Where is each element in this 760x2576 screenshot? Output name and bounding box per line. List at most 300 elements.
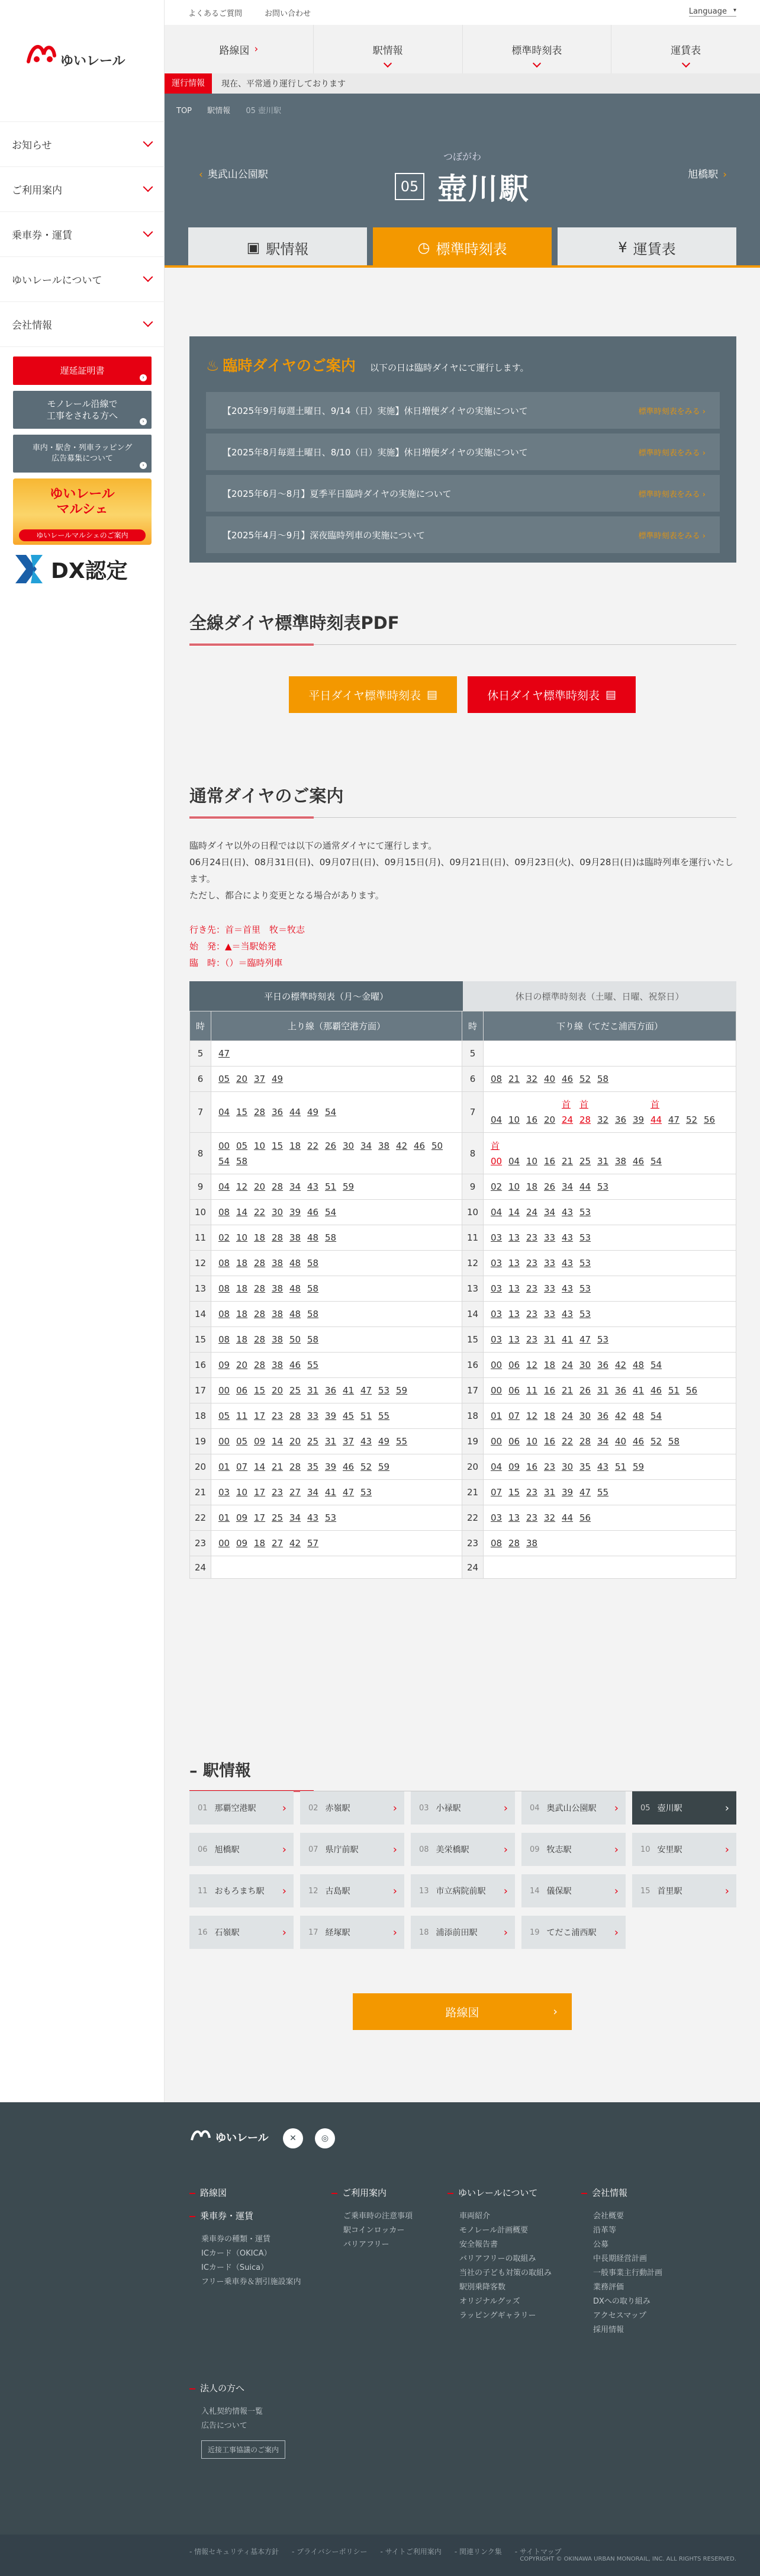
side-nav-guide[interactable] xyxy=(0,167,165,212)
view-timetable-link[interactable] xyxy=(639,529,706,541)
departure-minute[interactable]: 02 xyxy=(218,1232,230,1243)
departure-minute[interactable]: 37 xyxy=(343,1436,355,1447)
departure-minute[interactable]: 47 xyxy=(343,1487,355,1498)
departure-minute[interactable]: 57 xyxy=(307,1538,319,1549)
footer-link[interactable]: 車両紹介 xyxy=(459,2212,491,2221)
footer-heading[interactable]: ご利用案内 xyxy=(331,2186,413,2199)
side-nav-company[interactable] xyxy=(0,302,165,347)
faq-link[interactable]: よくあるご質問 xyxy=(188,9,243,18)
departure-minute[interactable]: 31 xyxy=(597,1155,609,1167)
departure-minute[interactable]: 51 xyxy=(360,1411,372,1421)
departure-minute[interactable]: 28 xyxy=(254,1283,266,1294)
departure-minute[interactable]: 53 xyxy=(579,1258,591,1268)
departure-minute[interactable]: 28 xyxy=(254,1334,266,1345)
nav-fare-table[interactable] xyxy=(611,25,760,73)
departure-minute[interactable]: 43 xyxy=(307,1512,319,1523)
departure-minute[interactable]: 03 xyxy=(491,1309,503,1319)
departure-minute[interactable]: 16 xyxy=(544,1385,556,1396)
departure-minute[interactable]: 53 xyxy=(579,1283,591,1294)
departure-minute[interactable]: 46 xyxy=(562,1074,574,1084)
departure-minute[interactable]: 08 xyxy=(218,1309,230,1319)
departure-minute[interactable]: 43 xyxy=(562,1283,574,1294)
departure-minute[interactable]: 16 xyxy=(544,1436,556,1447)
next-station-link[interactable] xyxy=(688,166,727,181)
departure-minute[interactable]: 48 xyxy=(307,1232,319,1243)
departure-minute[interactable]: 28 xyxy=(289,1462,301,1472)
departure-minute[interactable]: 04 xyxy=(218,1107,230,1117)
departure-minute[interactable]: 13 xyxy=(508,1258,520,1268)
departure-minute[interactable]: 53 xyxy=(597,1334,609,1345)
departure-minute[interactable]: 54 xyxy=(325,1107,337,1117)
departure-minute[interactable]: 44 xyxy=(562,1512,574,1523)
departure-minute[interactable]: 28 xyxy=(579,1436,591,1447)
station-link-07[interactable] xyxy=(300,1833,404,1866)
departure-minute[interactable]: 28 xyxy=(254,1360,266,1370)
departure-minute[interactable]: 34 xyxy=(307,1487,319,1498)
departure-minute[interactable]: 首44 xyxy=(650,1099,662,1125)
departure-minute[interactable]: 18 xyxy=(236,1283,248,1294)
departure-minute[interactable]: 58 xyxy=(668,1436,680,1447)
footer-link[interactable]: バリアフリー xyxy=(343,2240,389,2249)
footer-link[interactable]: 入札契約情報一覧 xyxy=(201,2407,263,2416)
departure-minute[interactable]: 54 xyxy=(218,1155,230,1167)
departure-minute[interactable]: 18 xyxy=(236,1258,248,1268)
footer-link[interactable]: 駅別乗降客数 xyxy=(459,2283,506,2292)
departure-minute[interactable]: 10 xyxy=(254,1140,266,1151)
departure-minute[interactable]: 46 xyxy=(633,1436,645,1447)
departure-minute[interactable]: 31 xyxy=(544,1487,556,1498)
footer-link[interactable]: 中長期経営計画 xyxy=(593,2254,648,2263)
departure-minute[interactable]: 42 xyxy=(289,1538,301,1549)
departure-minute[interactable]: 53 xyxy=(597,1181,609,1192)
departure-minute[interactable]: 50 xyxy=(289,1334,301,1345)
departure-minute[interactable]: 18 xyxy=(526,1181,538,1192)
departure-minute[interactable]: 36 xyxy=(272,1107,284,1117)
departure-minute[interactable]: 58 xyxy=(307,1258,319,1268)
departure-minute[interactable]: 28 xyxy=(254,1107,266,1117)
footer-link[interactable]: ラッピングギャラリー xyxy=(459,2311,536,2320)
departure-minute[interactable]: 59 xyxy=(396,1385,408,1396)
departure-minute[interactable]: 38 xyxy=(272,1334,284,1345)
departure-minute[interactable]: 22 xyxy=(562,1436,574,1447)
departure-minute[interactable]: 00 xyxy=(218,1385,230,1396)
departure-minute[interactable]: 59 xyxy=(343,1181,355,1192)
view-timetable-link[interactable] xyxy=(639,447,706,458)
departure-minute[interactable]: 36 xyxy=(325,1385,337,1396)
departure-minute[interactable]: 28 xyxy=(289,1411,301,1421)
footer-link[interactable]: 広告について xyxy=(201,2421,247,2430)
tab-station-info[interactable] xyxy=(188,227,367,268)
departure-minute[interactable]: 10 xyxy=(508,1181,520,1192)
departure-minute[interactable]: 56 xyxy=(686,1385,698,1396)
departure-minute[interactable]: 31 xyxy=(544,1334,556,1345)
departure-minute[interactable]: 03 xyxy=(491,1334,503,1345)
departure-minute[interactable]: 09 xyxy=(218,1360,230,1370)
departure-minute[interactable]: 48 xyxy=(289,1258,301,1268)
holiday-pdf-button[interactable] xyxy=(468,676,636,713)
departure-minute[interactable]: 27 xyxy=(289,1487,301,1498)
departure-minute[interactable]: 00 xyxy=(491,1385,503,1396)
departure-minute[interactable]: 54 xyxy=(650,1411,662,1421)
departure-minute[interactable]: 33 xyxy=(544,1309,556,1319)
departure-minute[interactable]: 54 xyxy=(650,1360,662,1370)
departure-minute[interactable]: 07 xyxy=(236,1462,248,1472)
departure-minute[interactable]: 43 xyxy=(562,1232,574,1243)
departure-minute[interactable]: 02 xyxy=(491,1181,503,1192)
departure-minute[interactable]: 12 xyxy=(526,1411,538,1421)
departure-minute[interactable]: 52 xyxy=(686,1114,698,1125)
breadcrumb-top[interactable]: TOP xyxy=(176,107,192,115)
departure-minute[interactable]: 36 xyxy=(597,1360,609,1370)
departure-minute[interactable]: 58 xyxy=(236,1155,248,1167)
footer-link[interactable]: 会社概要 xyxy=(593,2212,624,2221)
departure-minute[interactable]: 32 xyxy=(544,1512,556,1523)
departure-minute[interactable]: 58 xyxy=(307,1283,319,1294)
departure-minute[interactable]: 07 xyxy=(491,1487,503,1498)
departure-minute[interactable]: 31 xyxy=(325,1436,337,1447)
departure-minute[interactable]: 46 xyxy=(289,1360,301,1370)
departure-minute[interactable]: 54 xyxy=(650,1155,662,1167)
departure-minute[interactable]: 28 xyxy=(254,1309,266,1319)
departure-minute[interactable]: 39 xyxy=(562,1487,574,1498)
departure-minute[interactable]: 30 xyxy=(272,1207,284,1218)
departure-minute[interactable]: 32 xyxy=(597,1114,609,1125)
departure-minute[interactable]: 11 xyxy=(526,1385,538,1396)
departure-minute[interactable]: 18 xyxy=(254,1232,266,1243)
departure-minute[interactable]: 43 xyxy=(360,1436,372,1447)
departure-minute[interactable]: 34 xyxy=(289,1181,301,1192)
departure-minute[interactable]: 41 xyxy=(325,1487,337,1498)
view-timetable-link[interactable] xyxy=(639,405,706,416)
footer-link[interactable]: 採用情報 xyxy=(593,2326,624,2334)
footer-bottom-link[interactable]: - サイトご利用案内 xyxy=(380,2548,442,2556)
departure-minute[interactable]: 25 xyxy=(289,1385,301,1396)
station-link-14[interactable] xyxy=(521,1874,626,1907)
departure-minute[interactable]: 11 xyxy=(236,1411,248,1421)
departure-minute[interactable]: 14 xyxy=(236,1207,248,1218)
departure-minute[interactable]: 54 xyxy=(325,1207,337,1218)
departure-minute[interactable]: 18 xyxy=(544,1411,556,1421)
departure-minute[interactable]: 03 xyxy=(218,1487,230,1498)
nearby-construction-button[interactable] xyxy=(201,2440,285,2459)
departure-minute[interactable]: 24 xyxy=(526,1207,538,1218)
departure-minute[interactable]: 04 xyxy=(218,1181,230,1192)
tab-timetable[interactable] xyxy=(373,227,552,268)
departure-minute[interactable]: 10 xyxy=(526,1155,538,1167)
departure-minute[interactable]: 26 xyxy=(544,1181,556,1192)
footer-link[interactable]: 公募 xyxy=(593,2240,609,2249)
departure-minute[interactable]: 47 xyxy=(579,1487,591,1498)
departure-minute[interactable]: 35 xyxy=(579,1462,591,1472)
departure-minute[interactable]: 23 xyxy=(526,1487,538,1498)
departure-minute[interactable]: 06 xyxy=(236,1385,248,1396)
departure-minute[interactable]: 34 xyxy=(360,1140,372,1151)
departure-minute[interactable]: 40 xyxy=(615,1436,627,1447)
departure-minute[interactable]: 36 xyxy=(615,1114,627,1125)
departure-minute[interactable]: 21 xyxy=(508,1074,520,1084)
departure-minute[interactable]: 48 xyxy=(633,1411,645,1421)
view-timetable-link[interactable] xyxy=(639,488,706,499)
departure-minute[interactable]: 00 xyxy=(491,1360,503,1370)
footer-link[interactable]: 安全報告書 xyxy=(459,2240,498,2249)
departure-minute[interactable]: 43 xyxy=(562,1309,574,1319)
departure-minute[interactable]: 38 xyxy=(526,1538,538,1549)
tab-holiday[interactable]: 休日の標準時刻表（土曜、日曜、祝祭日） xyxy=(463,981,736,1011)
departure-minute[interactable]: 30 xyxy=(562,1462,574,1472)
departure-minute[interactable]: 23 xyxy=(526,1232,538,1243)
station-link-06[interactable] xyxy=(189,1833,294,1866)
departure-minute[interactable]: 42 xyxy=(396,1140,408,1151)
departure-minute[interactable]: 10 xyxy=(508,1114,520,1125)
departure-minute[interactable]: 15 xyxy=(236,1107,248,1117)
x-twitter-icon[interactable]: ✕ xyxy=(283,2128,303,2148)
departure-minute[interactable]: 38 xyxy=(272,1258,284,1268)
side-nav-news[interactable] xyxy=(0,122,165,167)
station-link-17[interactable] xyxy=(300,1916,404,1949)
departure-minute[interactable]: 38 xyxy=(378,1140,390,1151)
footer-link[interactable]: オリジナルグッズ xyxy=(459,2297,520,2306)
departure-minute[interactable]: 08 xyxy=(218,1207,230,1218)
departure-minute[interactable]: 12 xyxy=(526,1360,538,1370)
departure-minute[interactable]: 59 xyxy=(633,1462,645,1472)
departure-minute[interactable]: 首28 xyxy=(579,1099,591,1125)
departure-minute[interactable]: 03 xyxy=(491,1258,503,1268)
departure-minute[interactable]: 33 xyxy=(307,1411,319,1421)
departure-minute[interactable]: 51 xyxy=(615,1462,627,1472)
departure-minute[interactable]: 34 xyxy=(289,1512,301,1523)
station-link-13[interactable] xyxy=(411,1874,515,1907)
departure-minute[interactable]: 46 xyxy=(307,1207,319,1218)
departure-minute[interactable]: 00 xyxy=(491,1436,503,1447)
departure-minute[interactable]: 首00 xyxy=(491,1140,503,1167)
departure-minute[interactable]: 15 xyxy=(508,1487,520,1498)
departure-minute[interactable]: 05 xyxy=(236,1140,248,1151)
departure-minute[interactable]: 20 xyxy=(289,1436,301,1447)
station-link-04[interactable] xyxy=(521,1791,626,1825)
departure-minute[interactable]: 07 xyxy=(508,1411,520,1421)
departure-minute[interactable]: 31 xyxy=(307,1385,319,1396)
departure-minute[interactable]: 09 xyxy=(236,1538,248,1549)
footer-heading[interactable]: ゆいレールについて xyxy=(447,2186,552,2199)
departure-minute[interactable]: 18 xyxy=(544,1360,556,1370)
departure-minute[interactable]: 21 xyxy=(562,1385,574,1396)
departure-minute[interactable]: 20 xyxy=(236,1360,248,1370)
departure-minute[interactable]: 18 xyxy=(254,1538,266,1549)
departure-minute[interactable]: 28 xyxy=(272,1181,284,1192)
departure-minute[interactable]: 28 xyxy=(272,1232,284,1243)
temporary-schedule-item[interactable] xyxy=(206,475,720,512)
departure-minute[interactable]: 33 xyxy=(544,1232,556,1243)
departure-minute[interactable]: 23 xyxy=(272,1487,284,1498)
departure-minute[interactable]: 15 xyxy=(272,1140,284,1151)
departure-minute[interactable]: 14 xyxy=(272,1436,284,1447)
departure-minute[interactable]: 03 xyxy=(491,1283,503,1294)
departure-minute[interactable]: 38 xyxy=(615,1155,627,1167)
departure-minute[interactable]: 08 xyxy=(491,1538,503,1549)
departure-minute[interactable]: 01 xyxy=(491,1411,503,1421)
departure-minute[interactable]: 46 xyxy=(343,1462,355,1472)
departure-minute[interactable]: 16 xyxy=(526,1462,538,1472)
departure-minute[interactable]: 34 xyxy=(544,1207,556,1218)
departure-minute[interactable]: 25 xyxy=(579,1155,591,1167)
departure-minute[interactable]: 46 xyxy=(414,1140,426,1151)
departure-minute[interactable]: 04 xyxy=(491,1462,503,1472)
departure-minute[interactable]: 36 xyxy=(615,1385,627,1396)
departure-minute[interactable]: 31 xyxy=(597,1385,609,1396)
footer-link[interactable]: 駅コインロッカー xyxy=(343,2226,405,2235)
departure-minute[interactable]: 47 xyxy=(579,1334,591,1345)
departure-minute[interactable]: 30 xyxy=(579,1360,591,1370)
departure-minute[interactable]: 13 xyxy=(508,1334,520,1345)
footer-heading[interactable]: 会社情報 xyxy=(581,2186,662,2199)
departure-minute[interactable]: 47 xyxy=(218,1048,230,1059)
footer-logo[interactable] xyxy=(189,2126,269,2150)
departure-minute[interactable]: 51 xyxy=(668,1385,680,1396)
footer-heading[interactable]: 乗車券・運賃 xyxy=(189,2209,301,2222)
departure-minute[interactable]: 43 xyxy=(562,1258,574,1268)
departure-minute[interactable]: 38 xyxy=(289,1232,301,1243)
instagram-icon[interactable]: ◎ xyxy=(315,2128,335,2148)
departure-minute[interactable]: 21 xyxy=(562,1155,574,1167)
departure-minute[interactable]: 34 xyxy=(597,1436,609,1447)
departure-minute[interactable]: 13 xyxy=(508,1232,520,1243)
departure-minute[interactable]: 06 xyxy=(508,1385,520,1396)
footer-link[interactable]: ICカード（OKICA） xyxy=(201,2249,272,2258)
departure-minute[interactable]: 55 xyxy=(307,1360,319,1370)
departure-minute[interactable]: 10 xyxy=(236,1487,248,1498)
station-link-11[interactable] xyxy=(189,1874,294,1907)
route-map-button[interactable] xyxy=(353,1993,572,2030)
side-nav-fare[interactable] xyxy=(0,212,165,257)
departure-minute[interactable]: 40 xyxy=(544,1074,556,1084)
departure-minute[interactable]: 47 xyxy=(360,1385,372,1396)
marche-banner[interactable] xyxy=(13,478,152,545)
footer-link[interactable]: 業務評価 xyxy=(593,2283,624,2292)
departure-minute[interactable]: 41 xyxy=(633,1385,645,1396)
departure-minute[interactable]: 48 xyxy=(633,1360,645,1370)
departure-minute[interactable]: 49 xyxy=(307,1107,319,1117)
departure-minute[interactable]: 56 xyxy=(579,1512,591,1523)
departure-minute[interactable]: 00 xyxy=(218,1538,230,1549)
footer-link[interactable]: 乗車券の種類・運賃 xyxy=(201,2235,271,2244)
footer-link[interactable]: 一般事業主行動計画 xyxy=(593,2269,663,2278)
departure-minute[interactable]: 27 xyxy=(272,1538,284,1549)
footer-link[interactable]: ICカード（Suica） xyxy=(201,2263,269,2272)
departure-minute[interactable]: 09 xyxy=(254,1436,266,1447)
departure-minute[interactable]: 23 xyxy=(526,1512,538,1523)
departure-minute[interactable]: 39 xyxy=(325,1462,337,1472)
footer-heading[interactable]: 路線図 xyxy=(189,2186,301,2199)
nav-timetable[interactable] xyxy=(462,25,611,73)
language-select[interactable] xyxy=(689,7,736,17)
departure-minute[interactable]: 34 xyxy=(562,1181,574,1192)
departure-minute[interactable]: 53 xyxy=(579,1207,591,1218)
departure-minute[interactable]: 10 xyxy=(526,1436,538,1447)
departure-minute[interactable]: 44 xyxy=(289,1107,301,1117)
station-link-08[interactable] xyxy=(411,1833,515,1866)
departure-minute[interactable]: 09 xyxy=(508,1462,520,1472)
departure-minute[interactable]: 01 xyxy=(218,1462,230,1472)
departure-minute[interactable]: 55 xyxy=(396,1436,408,1447)
departure-minute[interactable]: 33 xyxy=(544,1283,556,1294)
departure-minute[interactable]: 55 xyxy=(378,1411,390,1421)
departure-minute[interactable]: 01 xyxy=(218,1512,230,1523)
departure-minute[interactable]: 08 xyxy=(218,1258,230,1268)
departure-minute[interactable]: 05 xyxy=(218,1074,230,1084)
departure-minute[interactable]: 52 xyxy=(360,1462,372,1472)
departure-minute[interactable]: 53 xyxy=(360,1487,372,1498)
departure-minute[interactable]: 47 xyxy=(668,1114,680,1125)
tab-fare[interactable] xyxy=(558,227,736,268)
departure-minute[interactable]: 50 xyxy=(431,1140,443,1151)
departure-minute[interactable]: 58 xyxy=(307,1334,319,1345)
departure-minute[interactable]: 03 xyxy=(491,1232,503,1243)
departure-minute[interactable]: 00 xyxy=(218,1436,230,1447)
departure-minute[interactable]: 20 xyxy=(544,1114,556,1125)
station-link-02[interactable] xyxy=(300,1791,404,1825)
departure-minute[interactable]: 37 xyxy=(254,1074,266,1084)
station-link-10[interactable] xyxy=(632,1833,736,1866)
departure-minute[interactable]: 23 xyxy=(526,1309,538,1319)
contact-link[interactable]: お問い合わせ xyxy=(265,9,311,18)
station-link-09[interactable] xyxy=(521,1833,626,1866)
footer-bottom-link[interactable]: - サイトマップ xyxy=(514,2548,562,2556)
delay-certificate-button[interactable] xyxy=(13,356,152,385)
departure-minute[interactable]: 48 xyxy=(289,1309,301,1319)
departure-minute[interactable]: 25 xyxy=(307,1436,319,1447)
station-link-12[interactable] xyxy=(300,1874,404,1907)
departure-minute[interactable]: 08 xyxy=(218,1283,230,1294)
dx-certification-badge[interactable] xyxy=(13,551,152,587)
temporary-schedule-item[interactable] xyxy=(206,433,720,470)
departure-minute[interactable]: 23 xyxy=(544,1462,556,1472)
departure-minute[interactable]: 23 xyxy=(272,1411,284,1421)
departure-minute[interactable]: 09 xyxy=(236,1512,248,1523)
departure-minute[interactable]: 08 xyxy=(491,1074,503,1084)
departure-minute[interactable]: 49 xyxy=(378,1436,390,1447)
departure-minute[interactable]: 41 xyxy=(343,1385,355,1396)
departure-minute[interactable]: 20 xyxy=(236,1074,248,1084)
departure-minute[interactable]: 04 xyxy=(491,1207,503,1218)
departure-minute[interactable]: 18 xyxy=(236,1309,248,1319)
departure-minute[interactable]: 17 xyxy=(254,1512,266,1523)
departure-minute[interactable]: 49 xyxy=(272,1074,284,1084)
footer-link[interactable]: 沿革等 xyxy=(593,2226,617,2235)
footer-link[interactable]: DXへの取り組み xyxy=(593,2297,650,2306)
departure-minute[interactable]: 23 xyxy=(526,1258,538,1268)
nav-station-info[interactable] xyxy=(313,25,462,73)
departure-minute[interactable]: 25 xyxy=(272,1512,284,1523)
departure-minute[interactable]: 04 xyxy=(508,1155,520,1167)
side-nav-about[interactable] xyxy=(0,257,165,302)
temporary-schedule-item[interactable] xyxy=(206,516,720,553)
departure-minute[interactable]: 46 xyxy=(633,1155,645,1167)
station-link-03[interactable] xyxy=(411,1791,515,1825)
departure-minute[interactable]: 28 xyxy=(508,1538,520,1549)
ad-recruit-button[interactable] xyxy=(13,435,152,473)
departure-minute[interactable]: 22 xyxy=(307,1140,319,1151)
departure-minute[interactable]: 14 xyxy=(508,1207,520,1218)
departure-minute[interactable]: 52 xyxy=(579,1074,591,1084)
departure-minute[interactable]: 36 xyxy=(597,1411,609,1421)
departure-minute[interactable]: 53 xyxy=(378,1385,390,1396)
departure-minute[interactable]: 10 xyxy=(236,1232,248,1243)
departure-minute[interactable]: 06 xyxy=(508,1360,520,1370)
departure-minute[interactable]: 13 xyxy=(508,1309,520,1319)
departure-minute[interactable]: 23 xyxy=(526,1283,538,1294)
departure-minute[interactable]: 06 xyxy=(508,1436,520,1447)
status-badge[interactable]: 運行情報 xyxy=(165,73,212,94)
